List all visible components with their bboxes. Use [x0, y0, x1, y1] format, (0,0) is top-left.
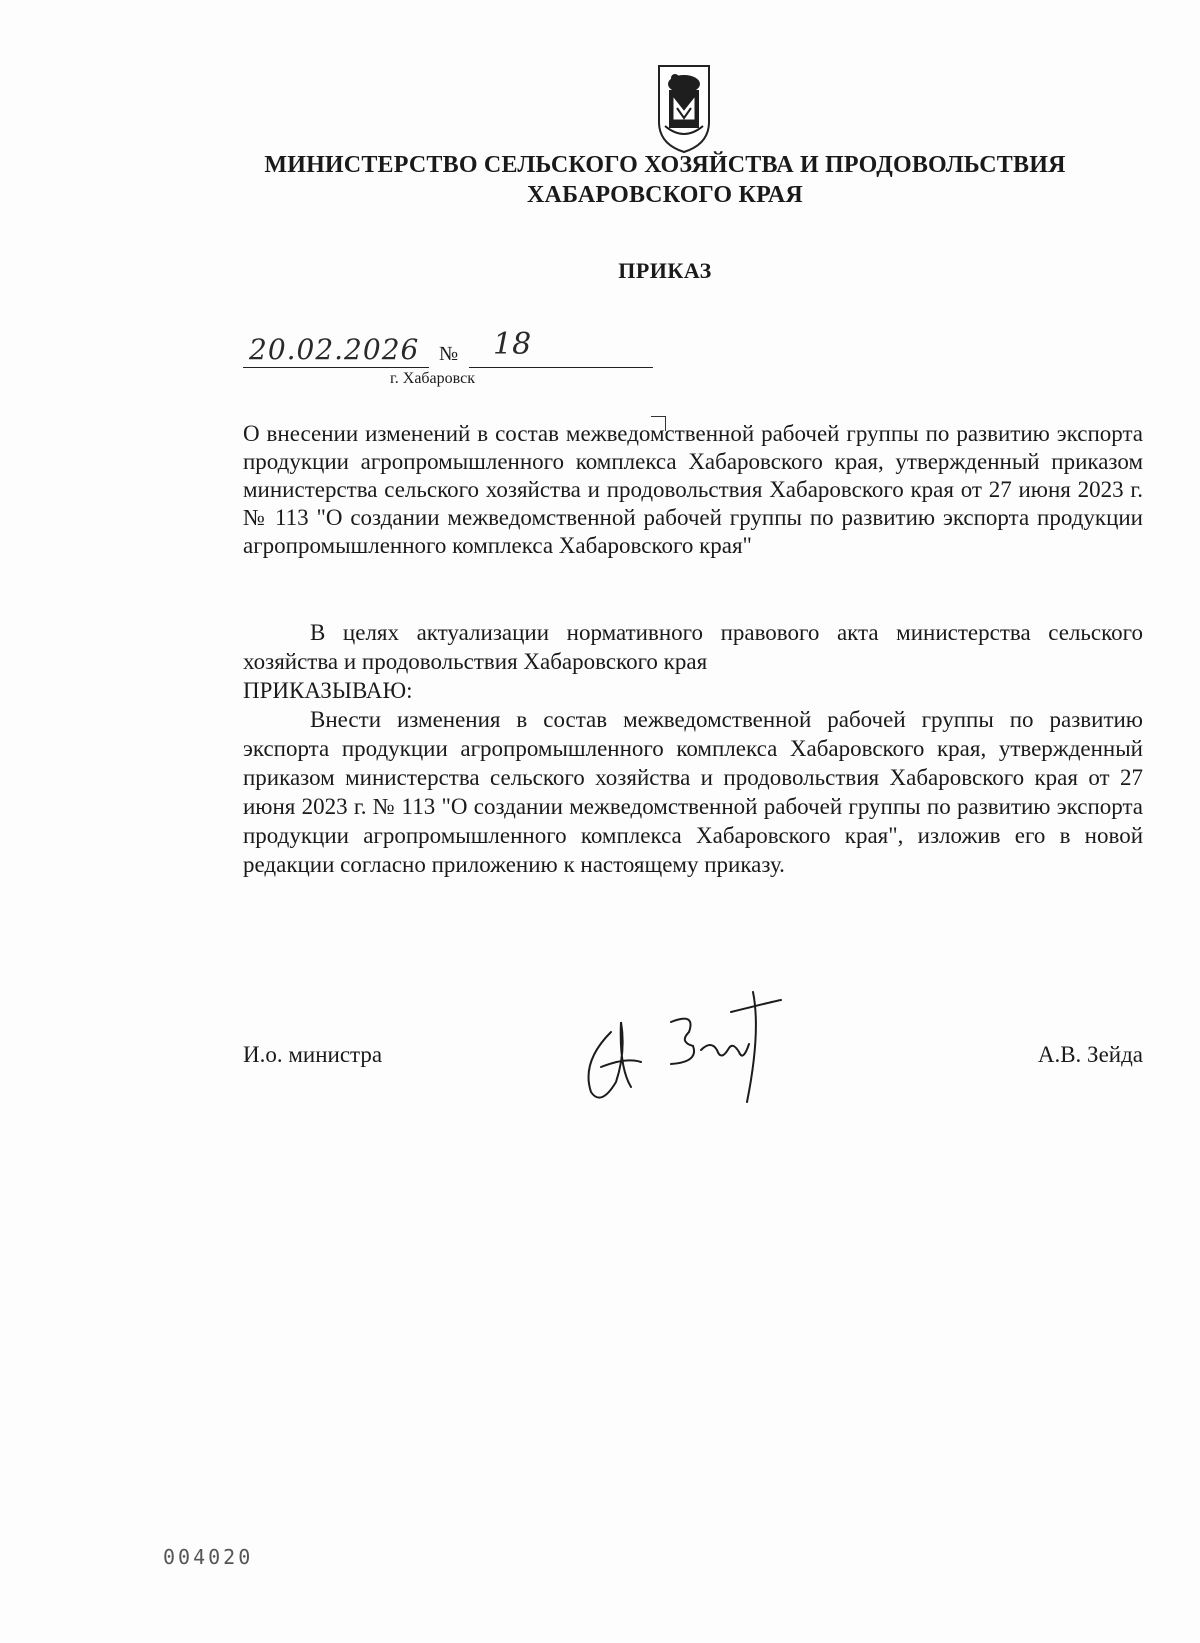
preamble-paragraph: В целях актуализации нормативного правового акта министерства сельского хозяйства и продовольствия Хабаровского края [243, 620, 1143, 674]
handwritten-number: 18 [493, 327, 532, 362]
order-paragraph: Внести изменения в состав межведомственной рабочей группы по развитию экспорта продукции агропромышленного комплекса Хабаровского края, утвержденный приказом министерства сельского хозяйства и продовольствия Хабаровского края от 27 июня 2023 г. № 113 "О создании межведомственной рабочей группы по развитию экспорта продукции агропромышленного комплекса Хабаровского края", изложив его в новой редакции согласно приложению к настоящему приказу. [243, 707, 1143, 877]
signatory-name: А.В. Зейда [1037, 1042, 1143, 1067]
handwritten-signature [571, 972, 801, 1112]
coat-of-arms-icon [655, 62, 713, 154]
document-type: ПРИКАЗ [618, 258, 712, 283]
signatory-position: И.о. министра [243, 1042, 383, 1067]
registration-line [243, 327, 653, 373]
signature-block [243, 1042, 1143, 1122]
date-underline [243, 367, 429, 368]
document-subject: О внесении изменений в состав межведомственной рабочей группы по развитию экспорта продукции агропромышленного комплекса Хабаровского края, утвержденный приказом министерства сельского хозяйства и продовольствия Хабаровского края от 27 июня 2023 г. № 113 "О создании межведомственной рабочей группы по развитию экспорта продукции агропромышленного комплекса Хабаровского края" [243, 421, 1143, 558]
ministry-title [200, 150, 1130, 210]
serial-number: 004020 [163, 1545, 254, 1569]
ministry-title-line2: ХАБАРОВСКОГО КРАЯ [527, 182, 803, 208]
document-body [243, 618, 1143, 879]
decree-word: ПРИКАЗЫВАЮ: [243, 678, 413, 703]
city-label: г. Хабаровск [390, 370, 475, 387]
ministry-title-line1: МИНИСТЕРСТВО СЕЛЬСКОГО ХОЗЯЙСТВА И ПРОДОВОЛЬСТВИЯ [264, 152, 1066, 178]
number-sign: № [439, 343, 459, 365]
handwritten-date: 20.02.2026 [249, 333, 420, 366]
number-underline [469, 367, 653, 368]
